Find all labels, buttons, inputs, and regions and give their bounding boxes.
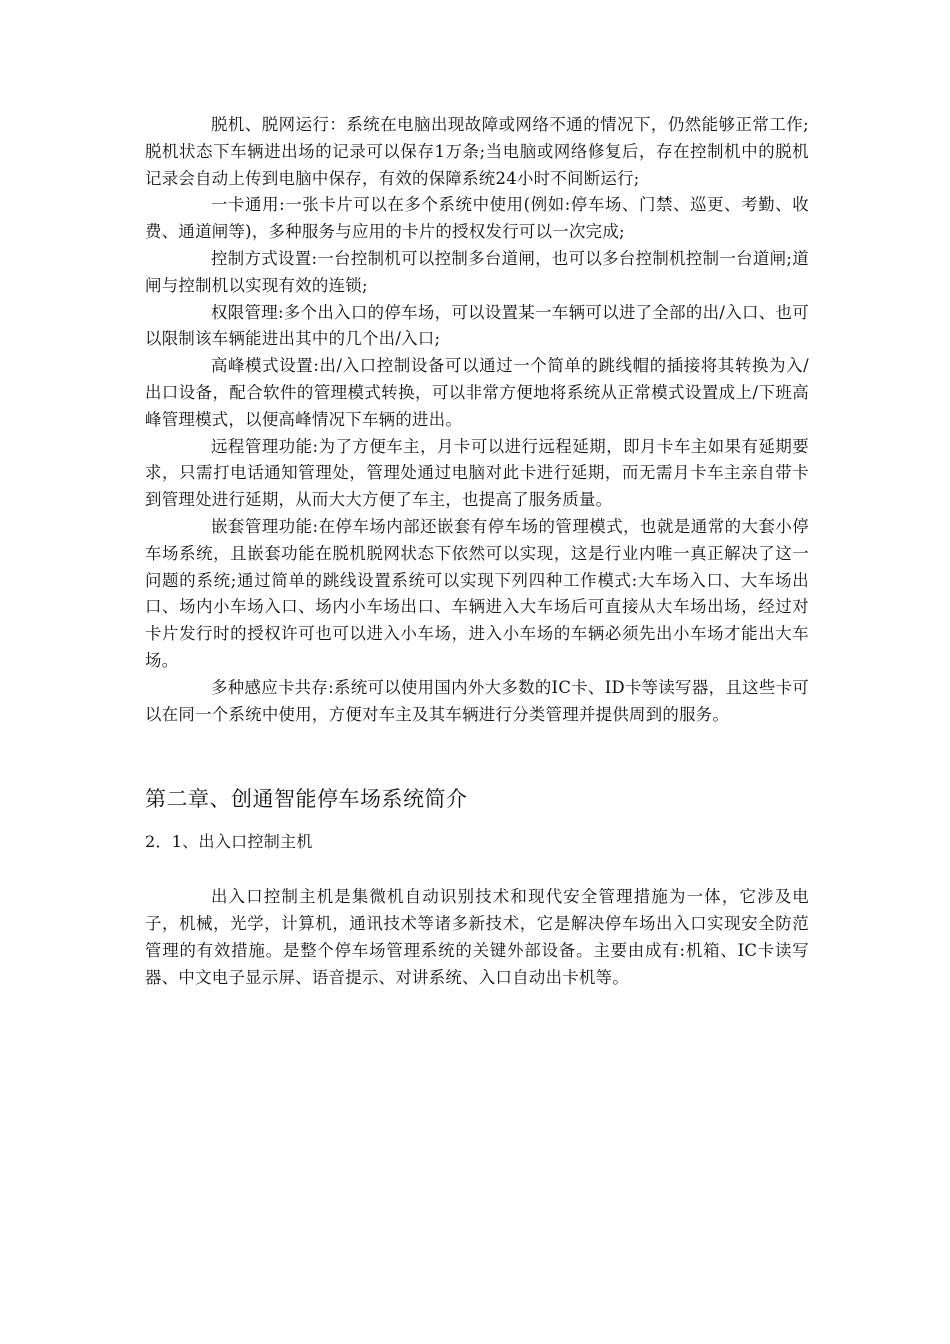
paragraph-peak-mode: 高峰模式设置:出/入口控制设备可以通过一个简单的跳线帽的插接将其转换为入/出口设备，配合软件的管理模式转换，可以非常方便地将系统从正常模式设置成上/下班高峰管理模式，以便高峰情况下车辆的进出。	[145, 356, 809, 429]
section-paragraph: 出入口控制主机是集微机自动识别技术和现代安全管理措施为一体，它涉及电子，机械，光学，计算机，通讯技术等诸多新技术，它是解决停车场出入口实现安全防范管理的有效措施。是整个停车场管理系统的关键外部设备。主要由成有:机箱、IC卡读写器、中文电子显示屏、语音提示、对讲系统、入口自动出卡机等。	[145, 887, 809, 987]
paragraph-offline-operation: 脱机、脱网运行：系统在电脑出现故障或网络不通的情况下，仍然能够正常工作;脱机状态下车辆进出场的记录可以保存1万条;当电脑或网络修复后，存在控制机中的脱机记录会自动上传到电脑中保存，有效的保障系统24小时不间断运行;	[145, 115, 809, 188]
paragraph-nested-management: 嵌套管理功能:在停车场内部还嵌套有停车场的管理模式，也就是通常的大套小停车场系统，且嵌套功能在脱机脱网状态下依然可以实现，这是行业内唯一真正解决了这一问题的系统;通过简单的跳线设置系统可以实现下列四种工作模式:大车场入口、大车场出口、场内小车场入口、场内小车场出口、车辆进入大车场后可直接从大车场出场，经过对卡片发行时的授权许可也可以进入小车场，进入小车场的车辆必须先出小车场才能出大车场。	[145, 516, 809, 670]
chapter-title: 第二章、创通智能停车场系统简介	[145, 787, 468, 812]
paragraph-remote-management: 远程管理功能:为了方便车主，月卡可以进行远程延期，即月卡车主如果有延期要求，只需打电话通知管理处，管理处通过电脑对此卡进行延期，而无需月卡车主亲自带卡到管理处进行延期，从而大大方便了车主，也提高了服务质量。	[145, 436, 809, 510]
paragraph-control-mode: 控制方式设置:一台控制机可以控制多台道闸，也可以多台控制机控制一台道闸;道闸与控制机以实现有效的连锁;	[145, 248, 809, 295]
paragraph-permission-management: 权限管理:多个出入口的停车场，可以设置某一车辆可以进了全部的出/入口、也可以限制该车辆能进出其中的几个出/入口;	[145, 302, 809, 349]
section-title: 2．1、出入口控制主机	[145, 832, 313, 852]
paragraph-multi-card: 多种感应卡共存:系统可以使用国内外大多数的IC卡、ID卡等读写器，且这些卡可以在同一个系统中使用，方便对车主及其车辆进行分类管理并提供周到的服务。	[145, 677, 809, 724]
paragraph-one-card: 一卡通用:一张卡片可以在多个系统中使用(例如:停车场、门禁、巡更、考勤、收费、通道闸等)，多种服务与应用的卡片的授权发行可以一次完成;	[145, 195, 809, 242]
document-content	[145, 112, 809, 992]
